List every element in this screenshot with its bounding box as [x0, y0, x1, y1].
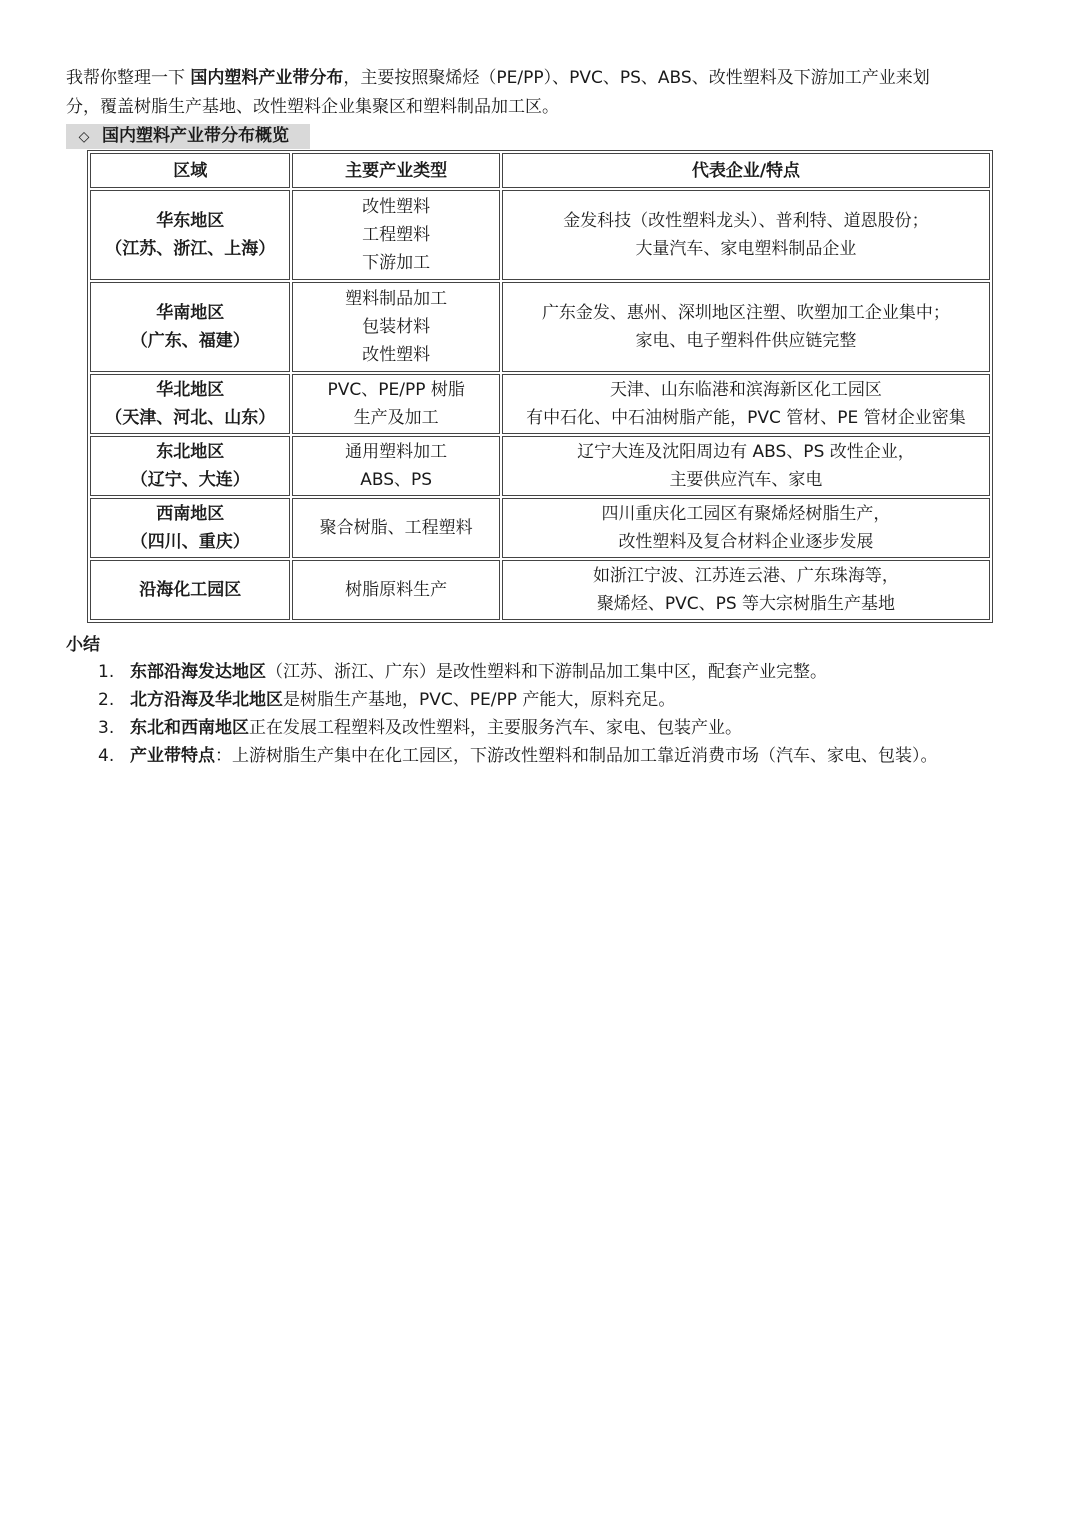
features-cell: 如浙江宁波、江苏连云港、广东珠海等， 聚烯烃、PVC、PS 等大宗树脂生产基地 [502, 560, 990, 620]
region-cell: 沿海化工园区 [90, 560, 290, 620]
table-row [90, 560, 990, 620]
industry-type-cell: 改性塑料 工程塑料 下游加工 [292, 190, 499, 280]
industry-type-cell: PVC、PE/PP 树脂 生产及加工 [292, 374, 499, 434]
list-item [66, 742, 1046, 770]
intro-prefix: 我帮你整理一下 [66, 68, 191, 88]
region-cell: 华南地区 （广东、福建） [90, 282, 290, 372]
industry-type-cell: 通用塑料加工 ABS、PS [292, 436, 499, 496]
features-cell: 天津、山东临港和滨海新区化工园区 有中石化、中石油树脂产能，PVC 管材、PE 管材企业密集 [502, 374, 990, 434]
list-item-bold: 产业带特点 [130, 746, 215, 766]
list-item-bold: 北方沿海及华北地区 [130, 690, 283, 710]
industry-belt-table [87, 150, 993, 623]
list-number: 4. [98, 746, 115, 766]
list-number: 1. [98, 662, 115, 682]
list-item-text: 是树脂生产基地，PVC、PE/PP 产能大，原料充足。 [283, 690, 676, 710]
summary-title: 小结 [66, 635, 100, 655]
table-row [90, 374, 990, 434]
list-item-text: ：上游树脂生产集中在化工园区，下游改性塑料和制品加工靠近消费市场（汽车、家电、包装）。 [215, 746, 938, 766]
features-cell: 金发科技（改性塑料龙头）、普利特、道恩股份； 大量汽车、家电塑料制品企业 [502, 190, 990, 280]
list-item-text: （江苏、浙江、广东）是改性塑料和下游制品加工集中区，配套产业完整。 [266, 662, 827, 682]
list-item [66, 658, 1046, 686]
list-item-bold: 东部沿海发达地区 [130, 662, 266, 682]
features-cell: 广东金发、惠州、深圳地区注塑、吹塑加工企业集中； 家电、电子塑料件供应链完整 [502, 282, 990, 372]
list-item [66, 686, 1046, 714]
region-cell: 西南地区 （四川、重庆） [90, 498, 290, 558]
list-item-text: 正在发展工程塑料及改性塑料，主要服务汽车、家电、包装产业。 [249, 718, 742, 738]
section-heading [66, 124, 310, 149]
header-features: 代表企业/特点 [502, 153, 990, 188]
list-number: 3. [98, 718, 115, 738]
header-region: 区域 [90, 153, 290, 188]
list-item [66, 714, 1046, 742]
list-number: 2. [98, 690, 115, 710]
header-industry-type: 主要产业类型 [292, 153, 499, 188]
table-row [90, 436, 990, 496]
table-row [90, 190, 990, 280]
table-row [90, 498, 990, 558]
industry-type-cell: 塑料制品加工 包装材料 改性塑料 [292, 282, 499, 372]
summary-list [66, 658, 1046, 770]
intro-paragraph [66, 64, 1026, 122]
table-row [90, 282, 990, 372]
region-cell: 华东地区 （江苏、浙江、上海） [90, 190, 290, 280]
industry-type-cell: 树脂原料生产 [292, 560, 499, 620]
intro-line1-rest: ，主要按照聚烯烃（PE/PP）、PVC、PS、ABS、改性塑料及下游加工产业来划 [343, 68, 930, 88]
intro-line2: 分，覆盖树脂生产基地、改性塑料企业集聚区和塑料制品加工区。 [66, 97, 559, 117]
intro-bold-topic: 国内塑料产业带分布 [190, 68, 344, 88]
table-header-row [90, 153, 990, 188]
region-cell: 华北地区 （天津、河北、山东） [90, 374, 290, 434]
list-item-bold: 东北和西南地区 [130, 718, 249, 738]
features-cell: 辽宁大连及沈阳周边有 ABS、PS 改性企业， 主要供应汽车、家电 [502, 436, 990, 496]
section-title: 国内塑料产业带分布概览 [102, 126, 289, 146]
diamond-bullet-icon: ◇ [78, 129, 90, 145]
region-cell: 东北地区 （辽宁、大连） [90, 436, 290, 496]
features-cell: 四川重庆化工园区有聚烯烃树脂生产， 改性塑料及复合材料企业逐步发展 [502, 498, 990, 558]
industry-type-cell: 聚合树脂、工程塑料 [292, 498, 499, 558]
